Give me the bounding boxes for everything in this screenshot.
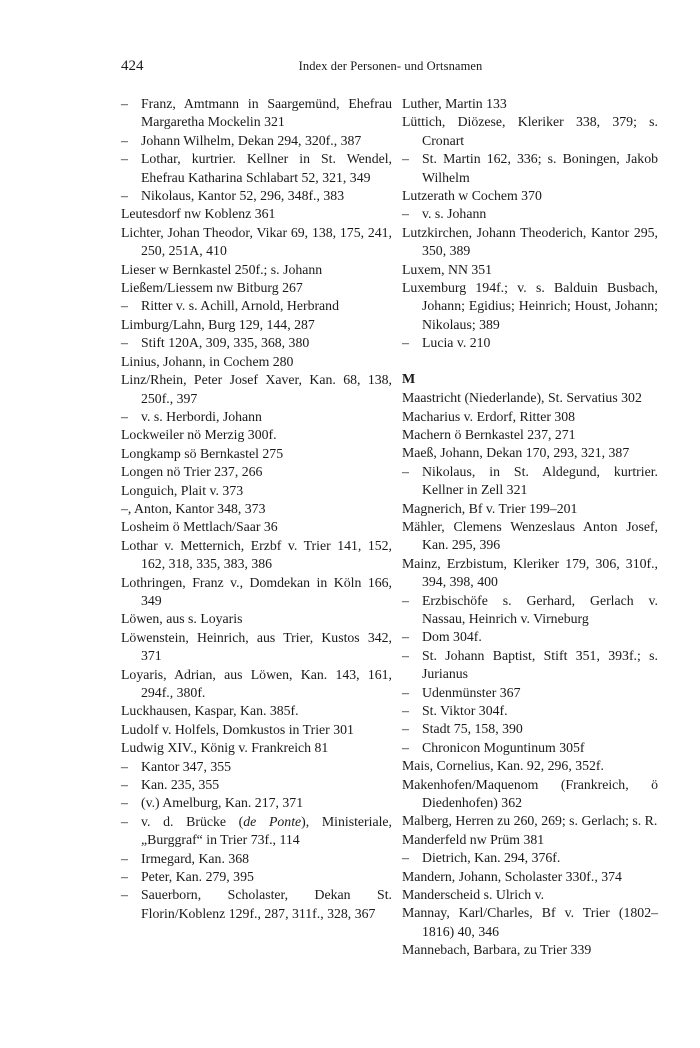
- index-entry: Lüttich, Diözese, Kleriker 338, 379; s. Cronart: [402, 114, 658, 148]
- index-entry: Luxem, NN 351: [402, 261, 493, 277]
- index-entry: Linz/Rhein, Peter Josef Xaver, Kan. 68, 138, 250f., 397: [121, 372, 392, 406]
- index-entry: Löwen, aus s. Loyaris: [121, 611, 243, 627]
- index-subentry: – Chronicon Moguntinum 305f: [402, 739, 658, 757]
- index-entry: Longkamp sö Bernkastel 275: [121, 445, 284, 461]
- running-title: Index der Personen- und Ortsnamen: [298, 59, 483, 73]
- index-subentry: – Irmegard, Kan. 368: [121, 850, 392, 868]
- index-subentry: – Dom 304f.: [402, 628, 658, 646]
- index-entry: Lockweiler nö Merzig 300f.: [121, 427, 277, 443]
- index-entry: Mannay, Karl/Charles, Bf v. Trier (1802–1816) 40, 346: [402, 905, 658, 939]
- index-subentry: – v. s. Johann: [402, 205, 658, 223]
- index-subentry: – Erzbischöfe s. Gerhard, Gerlach v. Nassau, Heinrich v. Virneburg: [402, 592, 658, 626]
- index-entry: Luckhausen, Kaspar, Kan. 385f.: [121, 703, 299, 719]
- subentry-dash: –: [402, 684, 409, 700]
- index-section-l-continued: [402, 95, 658, 353]
- subentry-dash: –: [402, 463, 409, 479]
- page-number: 424: [121, 58, 144, 74]
- subentry-dash: –: [402, 739, 409, 755]
- subentry-dash: –: [402, 703, 409, 718]
- index-entry: Luxemburg 194f.; v. s. Balduin Busbach, Johann; Egidius; Heinrich; Houst, Johann; Nikolaus; 389: [402, 280, 658, 332]
- index-subentry: – Sauerborn, Scholaster, Dekan St. Florin/Koblenz 129f., 287, 311f., 328, 367: [121, 887, 392, 921]
- subentry-dash: –: [402, 629, 409, 645]
- index-subentry: – v. s. Herbordi, Johann: [121, 408, 392, 426]
- index-subentry: – Franz, Amtmann in Saargemünd, Ehefrau Margaretha Mockelin 321: [121, 96, 392, 130]
- index-subentry: – Stadt 75, 158, 390: [402, 720, 658, 738]
- index-entry: Maeß, Johann, Dekan 170, 293, 321, 387: [402, 445, 630, 461]
- page-header: [121, 58, 660, 80]
- index-subentry: – Kantor 347, 355: [121, 758, 392, 776]
- subentry-dash: –: [121, 777, 128, 793]
- subentry-dash: –: [121, 869, 128, 885]
- subentry-dash: –: [121, 335, 128, 351]
- subentry-dash: –: [402, 335, 409, 351]
- index-column-right: [402, 95, 658, 960]
- index-subentry: – (v.) Amelburg, Kan. 217, 371: [121, 794, 392, 812]
- index-entry: Lutzkirchen, Johann Theoderich, Kantor 295, 350, 389: [402, 224, 658, 259]
- index-subentry: – Udenmünster 367: [402, 684, 658, 702]
- index-column-left: [121, 95, 392, 923]
- index-entry: Magnerich, Bf v. Trier 199–201: [402, 500, 578, 516]
- index-subentry: – St. Martin 162, 336; s. Boningen, Jakob Wilhelm: [402, 151, 658, 185]
- subentry-dash: –: [402, 151, 409, 167]
- index-entry: Lieser w Bernkastel 250f.; s. Johann: [121, 261, 323, 277]
- index-entry: Manderscheid s. Ulrich v.: [402, 887, 545, 903]
- subentry-dash: –: [121, 298, 128, 314]
- index-entry: Lichter, Johan Theodor, Vikar 69, 138, 175, 241, 250, 251A, 410: [121, 224, 392, 259]
- index-section-m: [402, 389, 658, 960]
- index-entry: Löwenstein, Heinrich, aus Trier, Kustos 342, 371: [121, 629, 392, 664]
- index-entry: Longen nö Trier 237, 266: [121, 464, 263, 480]
- index-entry: Luther, Martin 133: [402, 96, 507, 111]
- index-subentry: – Dietrich, Kan. 294, 376f.: [402, 849, 658, 867]
- index-subentry: – Lothar, kurtrier. Kellner in St. Wendel, Ehefrau Katharina Schlabart 52, 321, 349: [121, 151, 392, 185]
- index-subentry: – v. d. Brücke (de Ponte), Ministeriale, „Burggraf“ in Trier 73f., 114: [121, 813, 393, 848]
- subentry-dash: –: [121, 758, 128, 774]
- subentry-dash: –: [121, 408, 128, 424]
- subentry-dash: –: [121, 151, 128, 167]
- subentry-dash: –: [121, 96, 128, 111]
- index-subentry: – St. Viktor 304f.: [402, 702, 658, 720]
- index-subentry: – Nikolaus, in St. Aldegund, kurtrier. Kellner in Zell 321: [402, 463, 658, 498]
- index-entry: Ließem/Liessem nw Bitburg 267: [121, 280, 303, 296]
- index-subentry: – Peter, Kan. 279, 395: [121, 868, 392, 886]
- index-entry: Longuich, Plait v. 373: [121, 482, 244, 498]
- section-letter: M: [402, 371, 416, 387]
- index-entry: Makenhofen/Maquenom (Frankreich, ö Diedenhofen) 362: [402, 776, 658, 811]
- index-subentry: – Johann Wilhelm, Dekan 294, 320f., 387: [121, 132, 392, 150]
- index-entry: Mandern, Johann, Scholaster 330f., 374: [402, 868, 622, 884]
- subentry-dash: –: [402, 206, 409, 222]
- subentry-dash: –: [121, 132, 128, 148]
- index-entry: Ludolf v. Holfels, Domkustos in Trier 301: [121, 721, 354, 737]
- subentry-dash: –: [121, 887, 128, 903]
- subentry-dash: –: [121, 795, 128, 811]
- index-entry: Malberg, Herren zu 260, 269; s. Gerlach; s. R.: [402, 813, 658, 829]
- index-entry: Linius, Johann, in Cochem 280: [121, 353, 294, 369]
- index-entry: Maastricht (Niederlande), St. Servatius 302: [402, 390, 642, 406]
- subentry-dash: –: [402, 647, 409, 663]
- index-entry: Loyaris, Adrian, aus Löwen, Kan. 143, 161, 294f., 380f.: [121, 666, 392, 700]
- index-entry: Limburg/Lahn, Burg 129, 144, 287: [121, 316, 315, 332]
- subentry-dash: –: [121, 850, 128, 866]
- index-subentry: – St. Johann Baptist, Stift 351, 393f.; s. Jurianus: [402, 647, 658, 682]
- index-subentry: – Lucia v. 210: [402, 334, 658, 352]
- index-subentry: – Stift 120A, 309, 335, 368, 380: [121, 334, 392, 352]
- index-entry: Machern ö Bernkastel 237, 271: [402, 426, 576, 442]
- index-entry: Mannebach, Barbara, zu Trier 339: [402, 942, 592, 958]
- index-subentry: – Ritter v. s. Achill, Arnold, Herbrand: [121, 297, 392, 315]
- index-entry: Mähler, Clemens Wenzeslaus Anton Josef, Kan. 295, 396: [402, 518, 658, 553]
- subentry-dash: –: [121, 813, 128, 829]
- index-entry: Lothar v. Metternich, Erzbf v. Trier 141, 152, 162, 318, 335, 383, 386: [121, 537, 392, 572]
- index-entry: Leutesdorf nw Koblenz 361: [121, 206, 276, 222]
- index-subentry: – Nikolaus, Kantor 52, 296, 348f., 383: [121, 187, 392, 205]
- index-entry: Macharius v. Erdorf, Ritter 308: [402, 408, 576, 424]
- index-entry: –, Anton, Kantor 348, 373: [121, 500, 266, 516]
- subentry-dash: –: [402, 850, 409, 866]
- index-entry: Lothringen, Franz v., Domdekan in Köln 166, 349: [121, 574, 392, 608]
- index-entry: Ludwig XIV., König v. Frankreich 81: [121, 740, 329, 756]
- index-subentry: – Kan. 235, 355: [121, 776, 392, 794]
- index-entry: Mais, Cornelius, Kan. 92, 296, 352f.: [402, 758, 604, 774]
- subentry-dash: –: [402, 721, 409, 737]
- index-entry: Manderfeld nw Prüm 381: [402, 831, 545, 847]
- index-entry: Mainz, Erzbistum, Kleriker 179, 306, 310f., 394, 398, 400: [402, 555, 658, 590]
- subentry-dash: –: [402, 592, 409, 608]
- index-entry: Losheim ö Mettlach/Saar 36: [121, 519, 278, 535]
- index-entry: Lutzerath w Cochem 370: [402, 188, 542, 204]
- subentry-dash: –: [121, 188, 128, 204]
